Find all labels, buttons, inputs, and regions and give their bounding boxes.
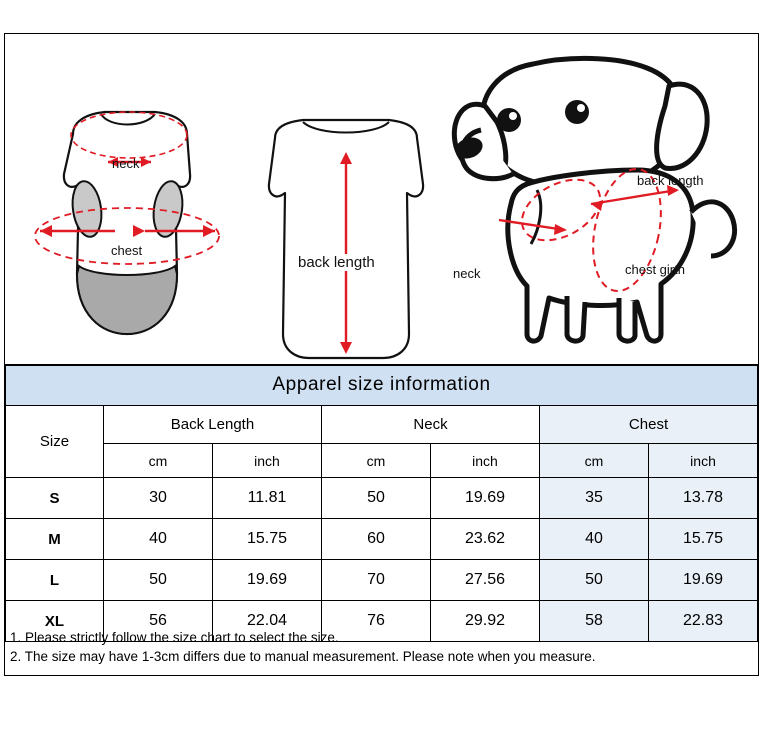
- table-title: Apparel size information: [6, 366, 758, 406]
- cell-xl-chest-cm: 58: [540, 601, 649, 642]
- cell-l-neck-inch: 27.56: [431, 560, 540, 601]
- cell-m-chest-inch: 15.75: [649, 519, 758, 560]
- cell-xl-neck-inch: 29.92: [431, 601, 540, 642]
- table-row: [6, 519, 758, 560]
- cell-l-neck-cm: 70: [322, 560, 431, 601]
- unit-back-length-cm: cm: [104, 444, 213, 478]
- cell-l-back-cm: 50: [104, 560, 213, 601]
- cell-xl-chest-inch: 22.83: [649, 601, 758, 642]
- table-group-header-row: [6, 406, 758, 444]
- diagram-dog: [441, 34, 758, 364]
- cell-l-chest-cm: 50: [540, 560, 649, 601]
- label-neck-front: neck: [112, 156, 140, 171]
- unit-chest-cm: cm: [540, 444, 649, 478]
- cell-m-back-inch: 15.75: [213, 519, 322, 560]
- cell-xl-neck-cm: 76: [322, 601, 431, 642]
- row-size-l: L: [6, 560, 104, 601]
- cell-xl-back-inch: 22.04: [213, 601, 322, 642]
- dog-illustration: [441, 34, 758, 364]
- cell-m-back-cm: 40: [104, 519, 213, 560]
- cell-l-back-inch: 19.69: [213, 560, 322, 601]
- size-chart-container: [4, 33, 759, 676]
- shirt-back-illustration: [251, 34, 441, 364]
- header-size: Size: [6, 406, 104, 478]
- label-neck-dog: neck: [453, 266, 481, 281]
- note-2: 2. The size may have 1-3cm differs due to manual measurement. Please note when you measure.: [10, 649, 596, 664]
- diagram-shirt-front: [5, 34, 251, 364]
- cell-m-neck-cm: 60: [322, 519, 431, 560]
- unit-neck-cm: cm: [322, 444, 431, 478]
- diagram-area: [5, 34, 758, 365]
- header-back-length: Back Length: [104, 406, 322, 444]
- cell-s-back-cm: 30: [104, 478, 213, 519]
- cell-xl-back-cm: 56: [104, 601, 213, 642]
- row-size-m: M: [6, 519, 104, 560]
- note-1: 1. Please strictly follow the size chart to select the size.: [10, 630, 339, 645]
- label-chest-front: chest: [111, 243, 143, 258]
- label-chest-girth-dog: chest girth: [625, 262, 685, 277]
- table-unit-header-row: [6, 444, 758, 478]
- size-information-table: [5, 365, 758, 642]
- notes-block: [4, 626, 759, 666]
- table-row: [6, 478, 758, 519]
- cell-s-neck-cm: 50: [322, 478, 431, 519]
- table-title-row: [6, 366, 758, 406]
- shirt-front-illustration: [5, 34, 251, 364]
- header-chest: Chest: [540, 406, 758, 444]
- cell-s-chest-inch: 13.78: [649, 478, 758, 519]
- cell-m-neck-inch: 23.62: [431, 519, 540, 560]
- cell-s-chest-cm: 35: [540, 478, 649, 519]
- table-row: [6, 560, 758, 601]
- unit-back-length-inch: inch: [213, 444, 322, 478]
- cell-m-chest-cm: 40: [540, 519, 649, 560]
- row-size-s: S: [6, 478, 104, 519]
- cell-s-neck-inch: 19.69: [431, 478, 540, 519]
- cell-l-chest-inch: 19.69: [649, 560, 758, 601]
- header-neck: Neck: [322, 406, 540, 444]
- label-back-length-shirt: back length: [294, 254, 379, 271]
- label-back-length-dog: back length: [637, 173, 704, 188]
- unit-chest-inch: inch: [649, 444, 758, 478]
- row-size-xl: XL: [6, 601, 104, 642]
- diagram-shirt-back: [251, 34, 441, 364]
- unit-neck-inch: inch: [431, 444, 540, 478]
- cell-s-back-inch: 11.81: [213, 478, 322, 519]
